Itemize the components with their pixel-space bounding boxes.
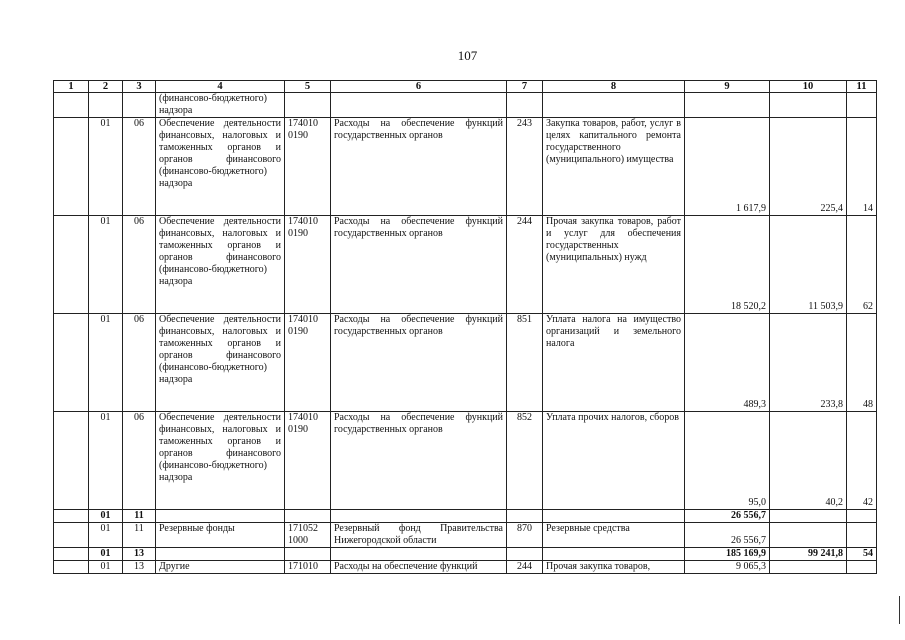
cell-col1 bbox=[54, 412, 89, 510]
cell-target-name: Расходы на обеспечение функций bbox=[331, 561, 507, 574]
cell-subsection: 11 bbox=[123, 523, 156, 548]
cell-expense-code: 243 bbox=[507, 118, 543, 216]
cell-section bbox=[89, 93, 123, 118]
cell-col1 bbox=[54, 216, 89, 314]
cell-target-name: Расходы на обеспечение функций государственных органов bbox=[331, 314, 507, 412]
cell-expense-name: Уплата налога на имущество организаций и земельного налога bbox=[543, 314, 685, 412]
cell-subsection: 13 bbox=[123, 561, 156, 574]
cell-subsection-name: Обеспечение деятельности финансовых, налоговых и таможенных органов и органов финансового (финансово-бюджетного) надзора bbox=[156, 118, 285, 216]
cell-expense-name: Прочая закупка товаров, bbox=[543, 561, 685, 574]
header-cell: 6 bbox=[331, 81, 507, 93]
cell-plan bbox=[685, 93, 770, 118]
budget-table bbox=[53, 80, 877, 574]
cell-target-code: 174010 0190 bbox=[285, 216, 331, 314]
cell-actual: 99 241,8 bbox=[770, 548, 847, 561]
cell-target-name bbox=[331, 510, 507, 523]
cell-target-name: Расходы на обеспечение функций государственных органов bbox=[331, 216, 507, 314]
header-cell: 3 bbox=[123, 81, 156, 93]
cell-expense-name bbox=[543, 548, 685, 561]
cell-subsection-name: Обеспечение деятельности финансовых, налоговых и таможенных органов и органов финансового (финансово-бюджетного) надзора bbox=[156, 412, 285, 510]
cell-plan: 489,3 bbox=[685, 314, 770, 412]
table-row bbox=[54, 216, 877, 314]
cell-expense-name: Уплата прочих налогов, сборов bbox=[543, 412, 685, 510]
cell-expense-code bbox=[507, 510, 543, 523]
cell-percent: 54 bbox=[847, 548, 877, 561]
cell-col1 bbox=[54, 561, 89, 574]
cell-percent: 14 bbox=[847, 118, 877, 216]
cell-col1 bbox=[54, 548, 89, 561]
table-row bbox=[54, 412, 877, 510]
cell-percent bbox=[847, 510, 877, 523]
cell-col1 bbox=[54, 523, 89, 548]
cell-section: 01 bbox=[89, 216, 123, 314]
header-cell: 8 bbox=[543, 81, 685, 93]
cell-expense-name bbox=[543, 510, 685, 523]
cell-section: 01 bbox=[89, 523, 123, 548]
cell-target-name bbox=[331, 548, 507, 561]
cell-subsection: 06 bbox=[123, 216, 156, 314]
cell-section: 01 bbox=[89, 510, 123, 523]
table-row bbox=[54, 314, 877, 412]
cell-expense-name: Резервные средства bbox=[543, 523, 685, 548]
page-number: 107 bbox=[457, 48, 478, 63]
cell-col1 bbox=[54, 118, 89, 216]
cell-plan: 9 065,3 bbox=[685, 561, 770, 574]
page-edge-mark bbox=[899, 596, 900, 624]
header-cell: 5 bbox=[285, 81, 331, 93]
cell-target-code: 171010 bbox=[285, 561, 331, 574]
table-row bbox=[54, 523, 877, 548]
cell-expense-name bbox=[543, 93, 685, 118]
cell-plan: 95,0 bbox=[685, 412, 770, 510]
cell-subsection-name: Обеспечение деятельности финансовых, налоговых и таможенных органов и органов финансового (финансово-бюджетного) надзора bbox=[156, 314, 285, 412]
cell-plan: 18 520,2 bbox=[685, 216, 770, 314]
cell-actual bbox=[770, 510, 847, 523]
cell-subsection: 13 bbox=[123, 548, 156, 561]
cell-subsection-name bbox=[156, 510, 285, 523]
header-cell: 7 bbox=[507, 81, 543, 93]
cell-target-name bbox=[331, 93, 507, 118]
cell-actual bbox=[770, 561, 847, 574]
cell-expense-name: Закупка товаров, работ, услуг в целях капитального ремонта государственного (муниципального) имущества bbox=[543, 118, 685, 216]
cell-section: 01 bbox=[89, 314, 123, 412]
cell-expense-code: 244 bbox=[507, 216, 543, 314]
cell-subsection: 06 bbox=[123, 118, 156, 216]
cell-actual: 225,4 bbox=[770, 118, 847, 216]
cell-percent bbox=[847, 523, 877, 548]
cell-col1 bbox=[54, 510, 89, 523]
cell-section: 01 bbox=[89, 412, 123, 510]
cell-actual: 11 503,9 bbox=[770, 216, 847, 314]
header-cell: 4 bbox=[156, 81, 285, 93]
cell-actual bbox=[770, 93, 847, 118]
subtotal-row bbox=[54, 548, 877, 561]
cell-target-code: 174010 0190 bbox=[285, 412, 331, 510]
table-row bbox=[54, 93, 877, 118]
cell-section: 01 bbox=[89, 118, 123, 216]
cell-subsection-name: Другие bbox=[156, 561, 285, 574]
cell-target-name: Расходы на обеспечение функций государственных органов bbox=[331, 412, 507, 510]
cell-target-code: 174010 0190 bbox=[285, 314, 331, 412]
cell-col1 bbox=[54, 93, 89, 118]
cell-target-name: Резервный фонд Правительства Нижегородской области bbox=[331, 523, 507, 548]
header-cell: 2 bbox=[89, 81, 123, 93]
cell-percent: 62 bbox=[847, 216, 877, 314]
cell-subsection: 11 bbox=[123, 510, 156, 523]
cell-target-code bbox=[285, 510, 331, 523]
cell-subsection: 06 bbox=[123, 412, 156, 510]
cell-target-code: 171052 1000 bbox=[285, 523, 331, 548]
cell-subsection bbox=[123, 93, 156, 118]
table-row bbox=[54, 118, 877, 216]
cell-plan: 1 617,9 bbox=[685, 118, 770, 216]
cell-target-code bbox=[285, 548, 331, 561]
cell-subsection-name: Резервные фонды bbox=[156, 523, 285, 548]
cell-actual: 233,8 bbox=[770, 314, 847, 412]
cell-percent: 48 bbox=[847, 314, 877, 412]
cell-actual: 40,2 bbox=[770, 412, 847, 510]
cell-subsection-name bbox=[156, 548, 285, 561]
table-row bbox=[54, 561, 877, 574]
cell-expense-code bbox=[507, 93, 543, 118]
cell-expense-code: 870 bbox=[507, 523, 543, 548]
subtotal-row bbox=[54, 510, 877, 523]
cell-section: 01 bbox=[89, 548, 123, 561]
cell-subsection-name: (финансово-бюджетного) надзора bbox=[156, 93, 285, 118]
cell-plan: 26 556,7 bbox=[685, 523, 770, 548]
cell-section: 01 bbox=[89, 561, 123, 574]
cell-expense-code: 244 bbox=[507, 561, 543, 574]
cell-plan: 185 169,9 bbox=[685, 548, 770, 561]
cell-actual bbox=[770, 523, 847, 548]
cell-target-code: 174010 0190 bbox=[285, 118, 331, 216]
cell-percent bbox=[847, 561, 877, 574]
cell-expense-code: 851 bbox=[507, 314, 543, 412]
header-cell: 1 bbox=[54, 81, 89, 93]
cell-col1 bbox=[54, 314, 89, 412]
cell-expense-code: 852 bbox=[507, 412, 543, 510]
cell-expense-name: Прочая закупка товаров, работ и услуг для обеспечения государственных (муниципальных) нужд bbox=[543, 216, 685, 314]
cell-expense-code bbox=[507, 548, 543, 561]
header-cell: 11 bbox=[847, 81, 877, 93]
cell-target-name: Расходы на обеспечение функций государственных органов bbox=[331, 118, 507, 216]
cell-plan: 26 556,7 bbox=[685, 510, 770, 523]
cell-target-code bbox=[285, 93, 331, 118]
cell-subsection-name: Обеспечение деятельности финансовых, налоговых и таможенных органов и органов финансового (финансово-бюджетного) надзора bbox=[156, 216, 285, 314]
cell-percent bbox=[847, 93, 877, 118]
cell-subsection: 06 bbox=[123, 314, 156, 412]
cell-percent: 42 bbox=[847, 412, 877, 510]
header-cell: 10 bbox=[770, 81, 847, 93]
header-cell: 9 bbox=[685, 81, 770, 93]
header-row bbox=[54, 81, 877, 93]
